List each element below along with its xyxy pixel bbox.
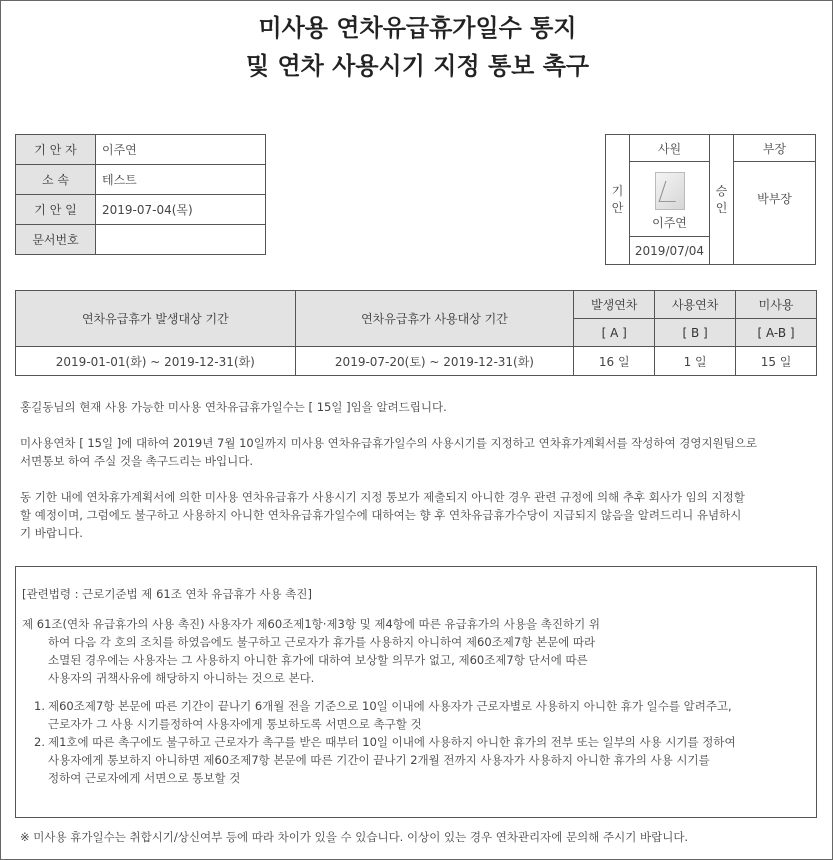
- use-period-value: 2019-07-20(토) ~ 2019-12-31(화): [295, 347, 574, 376]
- law-article-line-3: 소멸된 경우에는 사용자는 그 사용하지 아니한 휴가에 대하여 보상할 의무가 없고, 제60조제7항 단서에 따른: [48, 653, 588, 667]
- leave-table: [15, 290, 817, 376]
- paragraph-3-line-3: 기 바랍니다.: [20, 526, 83, 540]
- list-item: [22, 697, 810, 733]
- list-item: [22, 733, 810, 787]
- paragraph-2-line-1: 미사용연차 [ 15일 ]에 대하여 2019년 7월 10일까지 미사용 연차유급휴가일수의 사용시기를 지정하고 연차휴가계획서를 작성하여 경영지원팀으로: [20, 436, 757, 450]
- document-title: [1, 9, 833, 85]
- law-article-line-1: 제 61조(연차 유급휴가의 사용 촉진) 사용자가 제60조제1항·제3항 및 제4항에 따른 유급휴가의 사용을 촉진하기 위: [22, 617, 600, 631]
- staff-role: 사원: [630, 135, 710, 162]
- draft-date-label: 기 안 일: [16, 195, 96, 225]
- col-occurred: 발생연차: [574, 291, 655, 319]
- item-1-number: 1.: [34, 699, 45, 713]
- title-line-1: 미사용 연차유급휴가일수 통지: [258, 14, 577, 42]
- unused-value: 15 일: [736, 347, 817, 376]
- staff-date: 2019/07/04: [630, 237, 710, 265]
- item-2-line-1: 제1호에 따른 촉구에도 불구하고 근로자가 촉구를 받은 때부터 10일 이내에 사용하지 아니한 휴가의 전부 또는 일부의 사용 시기를 정하여: [48, 735, 736, 749]
- signature-image-icon: [655, 172, 685, 210]
- paragraph-1: 홍길동님의 현재 사용 가능한 미사용 연차유급휴가일수는 [ 15일 ]임을 알려드립니다.: [20, 400, 447, 414]
- col-used: 사용연차: [655, 291, 736, 319]
- drafter-value: 이주연: [96, 135, 266, 165]
- dept-value: 테스트: [96, 165, 266, 195]
- manager-role: 부장: [734, 135, 816, 162]
- sub-a: [ A ]: [574, 319, 655, 347]
- draft-side-label: 기 안: [606, 135, 630, 265]
- item-2-line-2: 사용자에게 통보하지 아니하면 제60조제7항 본문에 따른 기간이 끝나기 2개월 전까지 사용자가 사용하지 아니한 휴가의 사용 시기를: [48, 753, 710, 767]
- docno-row: [16, 225, 266, 255]
- occurred-value: 16 일: [574, 347, 655, 376]
- law-item-list: [22, 697, 810, 787]
- col-occur-period: 연차유급휴가 발생대상 기간: [16, 291, 296, 347]
- col-unused: 미사용: [736, 291, 817, 319]
- dept-label: 소 속: [16, 165, 96, 195]
- title-line-2: 및 연차 사용시기 지정 통보 촉구: [245, 52, 590, 80]
- approve-side-label: 승 인: [710, 135, 734, 265]
- law-article-line-2: 하여 다음 각 호의 조치를 하였음에도 불구하고 근로자가 휴가를 사용하지 아니하여 제60조제7항 본문에 따라: [48, 635, 596, 649]
- paragraph-3: [20, 488, 818, 542]
- item-2-line-3: 정하여 근로자에게 서면으로 통보할 것: [48, 771, 241, 785]
- law-heading: [관련법령 : 근로기준법 제 61조 연차 유급휴가 사용 촉진]: [22, 587, 313, 601]
- item-1-line-1: 제60조제7항 본문에 따른 기간이 끝나기 6개월 전을 기준으로 10일 이내에 사용자가 근로자별로 사용하지 아니한 휴가 일수를 알려주고,: [48, 699, 732, 713]
- date-row: [16, 195, 266, 225]
- paragraph-2-line-2: 서면통보 하여 주실 것을 촉구드리는 바입니다.: [20, 454, 254, 468]
- drafter-label: 기 안 자: [16, 135, 96, 165]
- manager-name: 박부장: [734, 162, 816, 265]
- occur-period-value: 2019-01-01(화) ~ 2019-12-31(화): [16, 347, 296, 376]
- paragraph-2: [20, 434, 818, 470]
- draft-info-table: [15, 134, 266, 255]
- footnote: ※ 미사용 휴가일수는 취합시기/상신여부 등에 따라 차이가 있을 수 있습니다. 이상이 있는 경우 연차관리자에 문의해 주시기 바랍니다.: [20, 830, 689, 844]
- staff-signature-cell: [630, 162, 710, 237]
- used-value: 1 일: [655, 347, 736, 376]
- dept-row: [16, 165, 266, 195]
- approval-table: [605, 134, 816, 265]
- draft-date-value: 2019-07-04(목): [96, 195, 266, 225]
- col-use-period: 연차유급휴가 사용대상 기간: [295, 291, 574, 347]
- law-box: [15, 566, 817, 818]
- sub-b: [ B ]: [655, 319, 736, 347]
- table-row: [16, 347, 817, 376]
- drafter-row: [16, 135, 266, 165]
- paragraph-3-line-2: 할 예정이며, 그럼에도 불구하고 사용하지 아니한 연차유급휴가일수에 대하여는 향 후 연차유급휴가수당이 지급되지 않음을 알려드리니 유념하시: [20, 508, 742, 522]
- sub-ab: [ A-B ]: [736, 319, 817, 347]
- docno-label: 문서번호: [16, 225, 96, 255]
- law-article-line-4: 사용자의 귀책사유에 해당하지 아니하는 것으로 본다.: [48, 671, 315, 685]
- item-1-line-2: 근로자가 그 사용 시기를정하여 사용자에게 통보하도록 서면으로 촉구할 것: [48, 717, 422, 731]
- docno-value: [96, 225, 266, 255]
- staff-name: 이주연: [652, 215, 687, 230]
- item-2-number: 2.: [34, 735, 45, 749]
- paragraph-3-line-1: 동 기한 내에 연차휴가계획서에 의한 미사용 연차유급휴가 사용시기 지정 통보가 제출되지 아니한 경우 관련 규정에 의해 추후 회사가 임의 지정할: [20, 490, 745, 504]
